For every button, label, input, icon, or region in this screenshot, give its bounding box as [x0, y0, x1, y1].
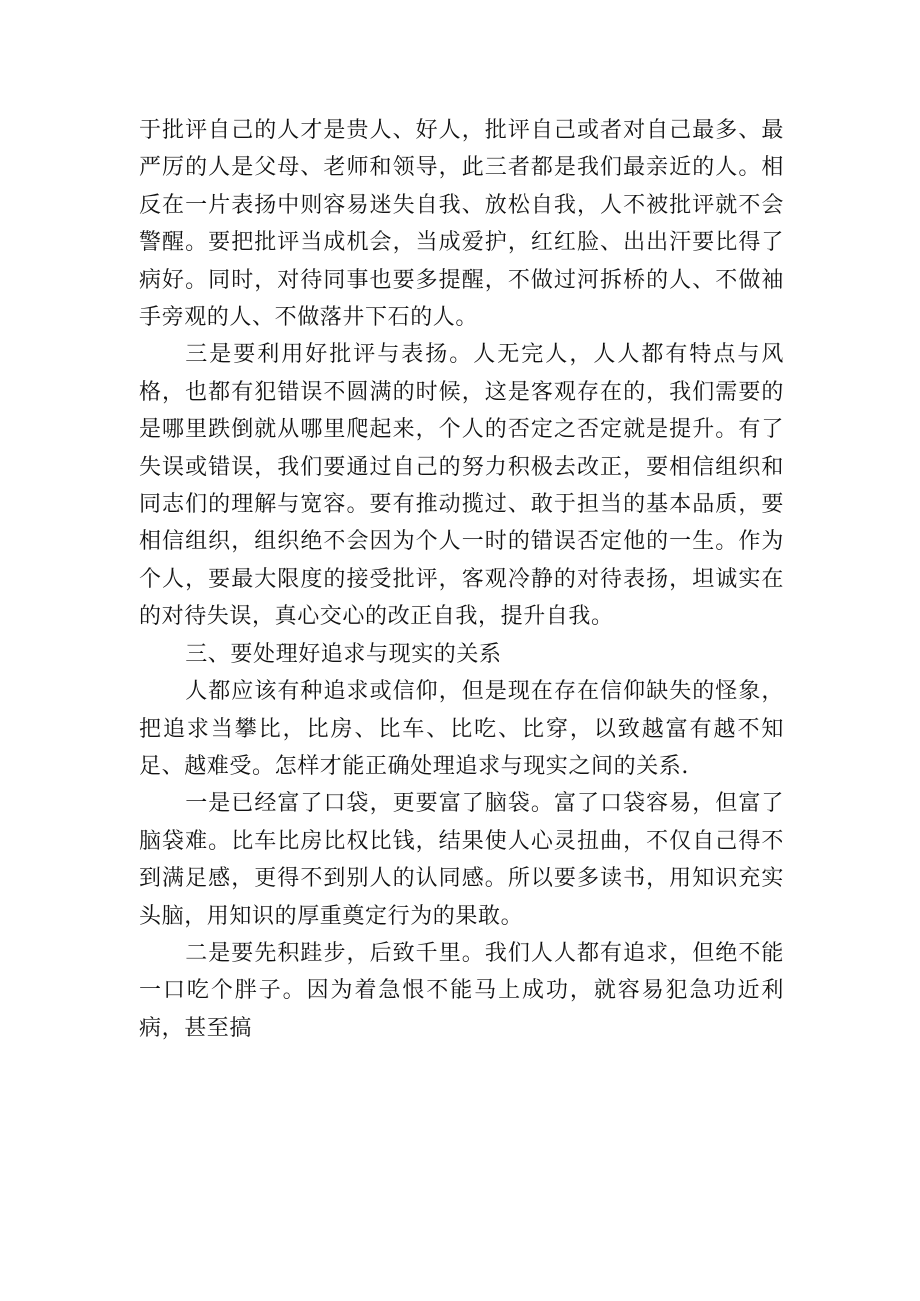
- document-body: [139, 112, 784, 1047]
- paragraph-continuation: 于批评自己的人才是贵人、好人，批评自己或者对自己最多、最严厉的人是父母、老师和领导，此三者都是我们最亲近的人。相反在一片表扬中则容易迷失自我、放松自我，人不被批评就不会警醒。要把批评当成机会，当成爱护，红红脸、出出汗要比得了病好。同时，对待同事也要多提醒，不做过河拆桥的人、不做袖手旁观的人、不做落井下石的人。: [139, 118, 784, 331]
- paragraph-point-one: 一是已经富了口袋，更要富了脑袋。富了口袋容易，但富了脑袋难。比车比房比权比钱，结果使人心灵扭曲，不仅自己得不到满足感，更得不到别人的认同感。所以要多读书，用知识充实头脑，用知识的厚重奠定行为的果敢。: [139, 791, 784, 929]
- paragraph-pursuit-intro: 人都应该有种追求或信仰，但是现在存在信仰缺失的怪象，把追求当攀比，比房、比车、比吃、比穿，以致越富有越不知足、越难受。怎样才能正确处理追求与现实之间的关系.: [139, 679, 784, 779]
- section-heading: 三、要处理好追求与现实的关系: [185, 641, 502, 667]
- paragraph-criticism-praise: 三是要利用好批评与表扬。人无完人，人人都有特点与风格，也都有犯错误不圆满的时候，这是客观存在的，我们需要的是哪里跌倒就从哪里爬起来，个人的否定之否定就是提升。有了失误或错误，我们要通过自己的努力积极去改正，要相信组织和同志们的理解与宽容。要有推动揽过、敢于担当的基本品质，要相信组织，组织绝不会因为个人一时的错误否定他的一生。作为个人，要最大限度的接受批评，客观冷静的对待表扬，坦诚实在的对待失误，真心交心的改正自我，提升自我。: [139, 342, 784, 630]
- paragraph-point-two: 二是要先积跬步，后致千里。我们人人都有追求，但绝不能一口吃个胖子。因为着急恨不能马上成功，就容易犯急功近利病，甚至搞: [139, 940, 784, 1041]
